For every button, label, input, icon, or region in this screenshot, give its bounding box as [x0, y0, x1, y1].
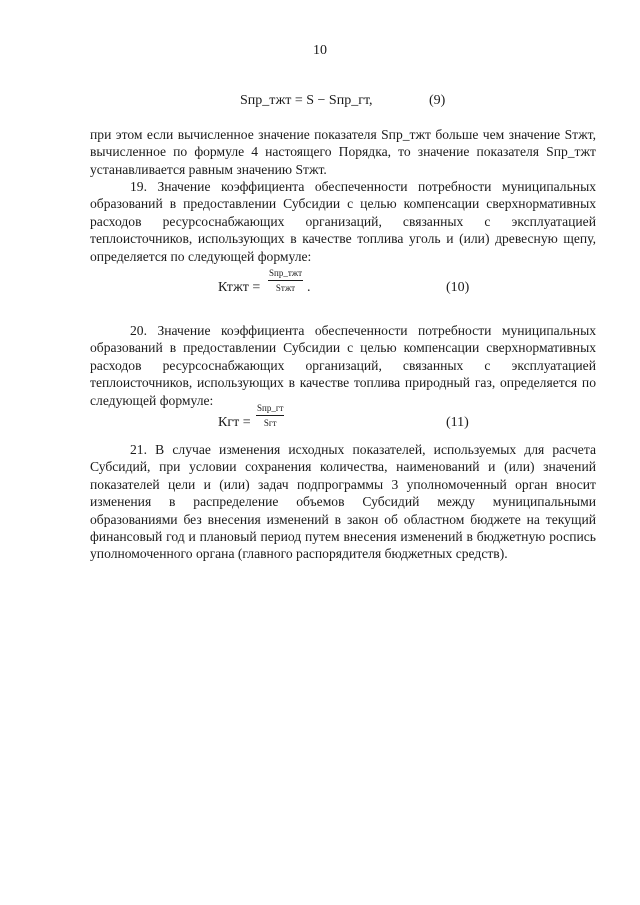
formula-10-number: (10)	[446, 280, 470, 295]
paragraph-21: 21. В случае изменения исходных показателей, используемых для расчета Субсидий, при условии сохранения количества, наименований и (или) значений показателей цели и (или) задач подпрограммы 3 уполномоченный орган вносит изменения в распределение объемов Субсидий между муниципальными образованиями без внесения изменений в закон об областном бюджете на текущий финансовый год и плановый период путем внесения изменений в бюджетную роспись уполномоченного органа (главного распорядителя бюджетных средств).	[90, 442, 596, 562]
formula-10-tail: .	[307, 280, 311, 295]
formula-10	[0, 268, 640, 312]
page-number: 10	[313, 43, 327, 58]
formula-10-lhs: Ктжт =	[218, 280, 261, 295]
formula-9-expression: Sпр_тжт = S − Sпр_гт,	[240, 93, 373, 108]
formula-10-fraction	[268, 268, 303, 293]
formula-10-numerator: Sпр_тжт	[268, 268, 303, 281]
formula-11-number: (11)	[446, 415, 469, 430]
formula-11-fraction	[256, 403, 284, 428]
paragraph-20: 20. Значение коэффициента обеспеченности потребности муниципальных образований в предоставлении Субсидии с целью компенсации сверхнормативных расходов ресурсоснабжающих организаций, связанных с эксплуатацией теплоисточников, использующих в качестве топлива природный газ, определяется по следующей формуле:	[90, 323, 596, 408]
formula-9-number: (9)	[429, 93, 446, 108]
formula-11-denominator: Sгт	[263, 418, 277, 428]
formula-10-denominator: Sтжт	[275, 283, 296, 293]
paragraph-19: 19. Значение коэффициента обеспеченности потребности муниципальных образований в предоставлении Субсидии с целью компенсации сверхнормативных расходов ресурсоснабжающих организаций, связанных с эксплуатацией теплоисточников, использующих в качестве топлива уголь и (или) древесную щепу, определяется по следующей формуле:	[90, 179, 596, 264]
formula-9	[0, 93, 640, 113]
paragraph-after-formula-9: при этом если вычисленное значение показателя Sпр_тжт больше чем значение Sтжт, вычисленное по формуле 4 настоящего Порядка, то значение показателя Sпр_тжт устанавливается равным значению Sтжт.	[90, 127, 596, 177]
formula-11-numerator: Sпр_гт	[256, 403, 284, 416]
formula-11-lhs: Кгт =	[218, 415, 251, 430]
